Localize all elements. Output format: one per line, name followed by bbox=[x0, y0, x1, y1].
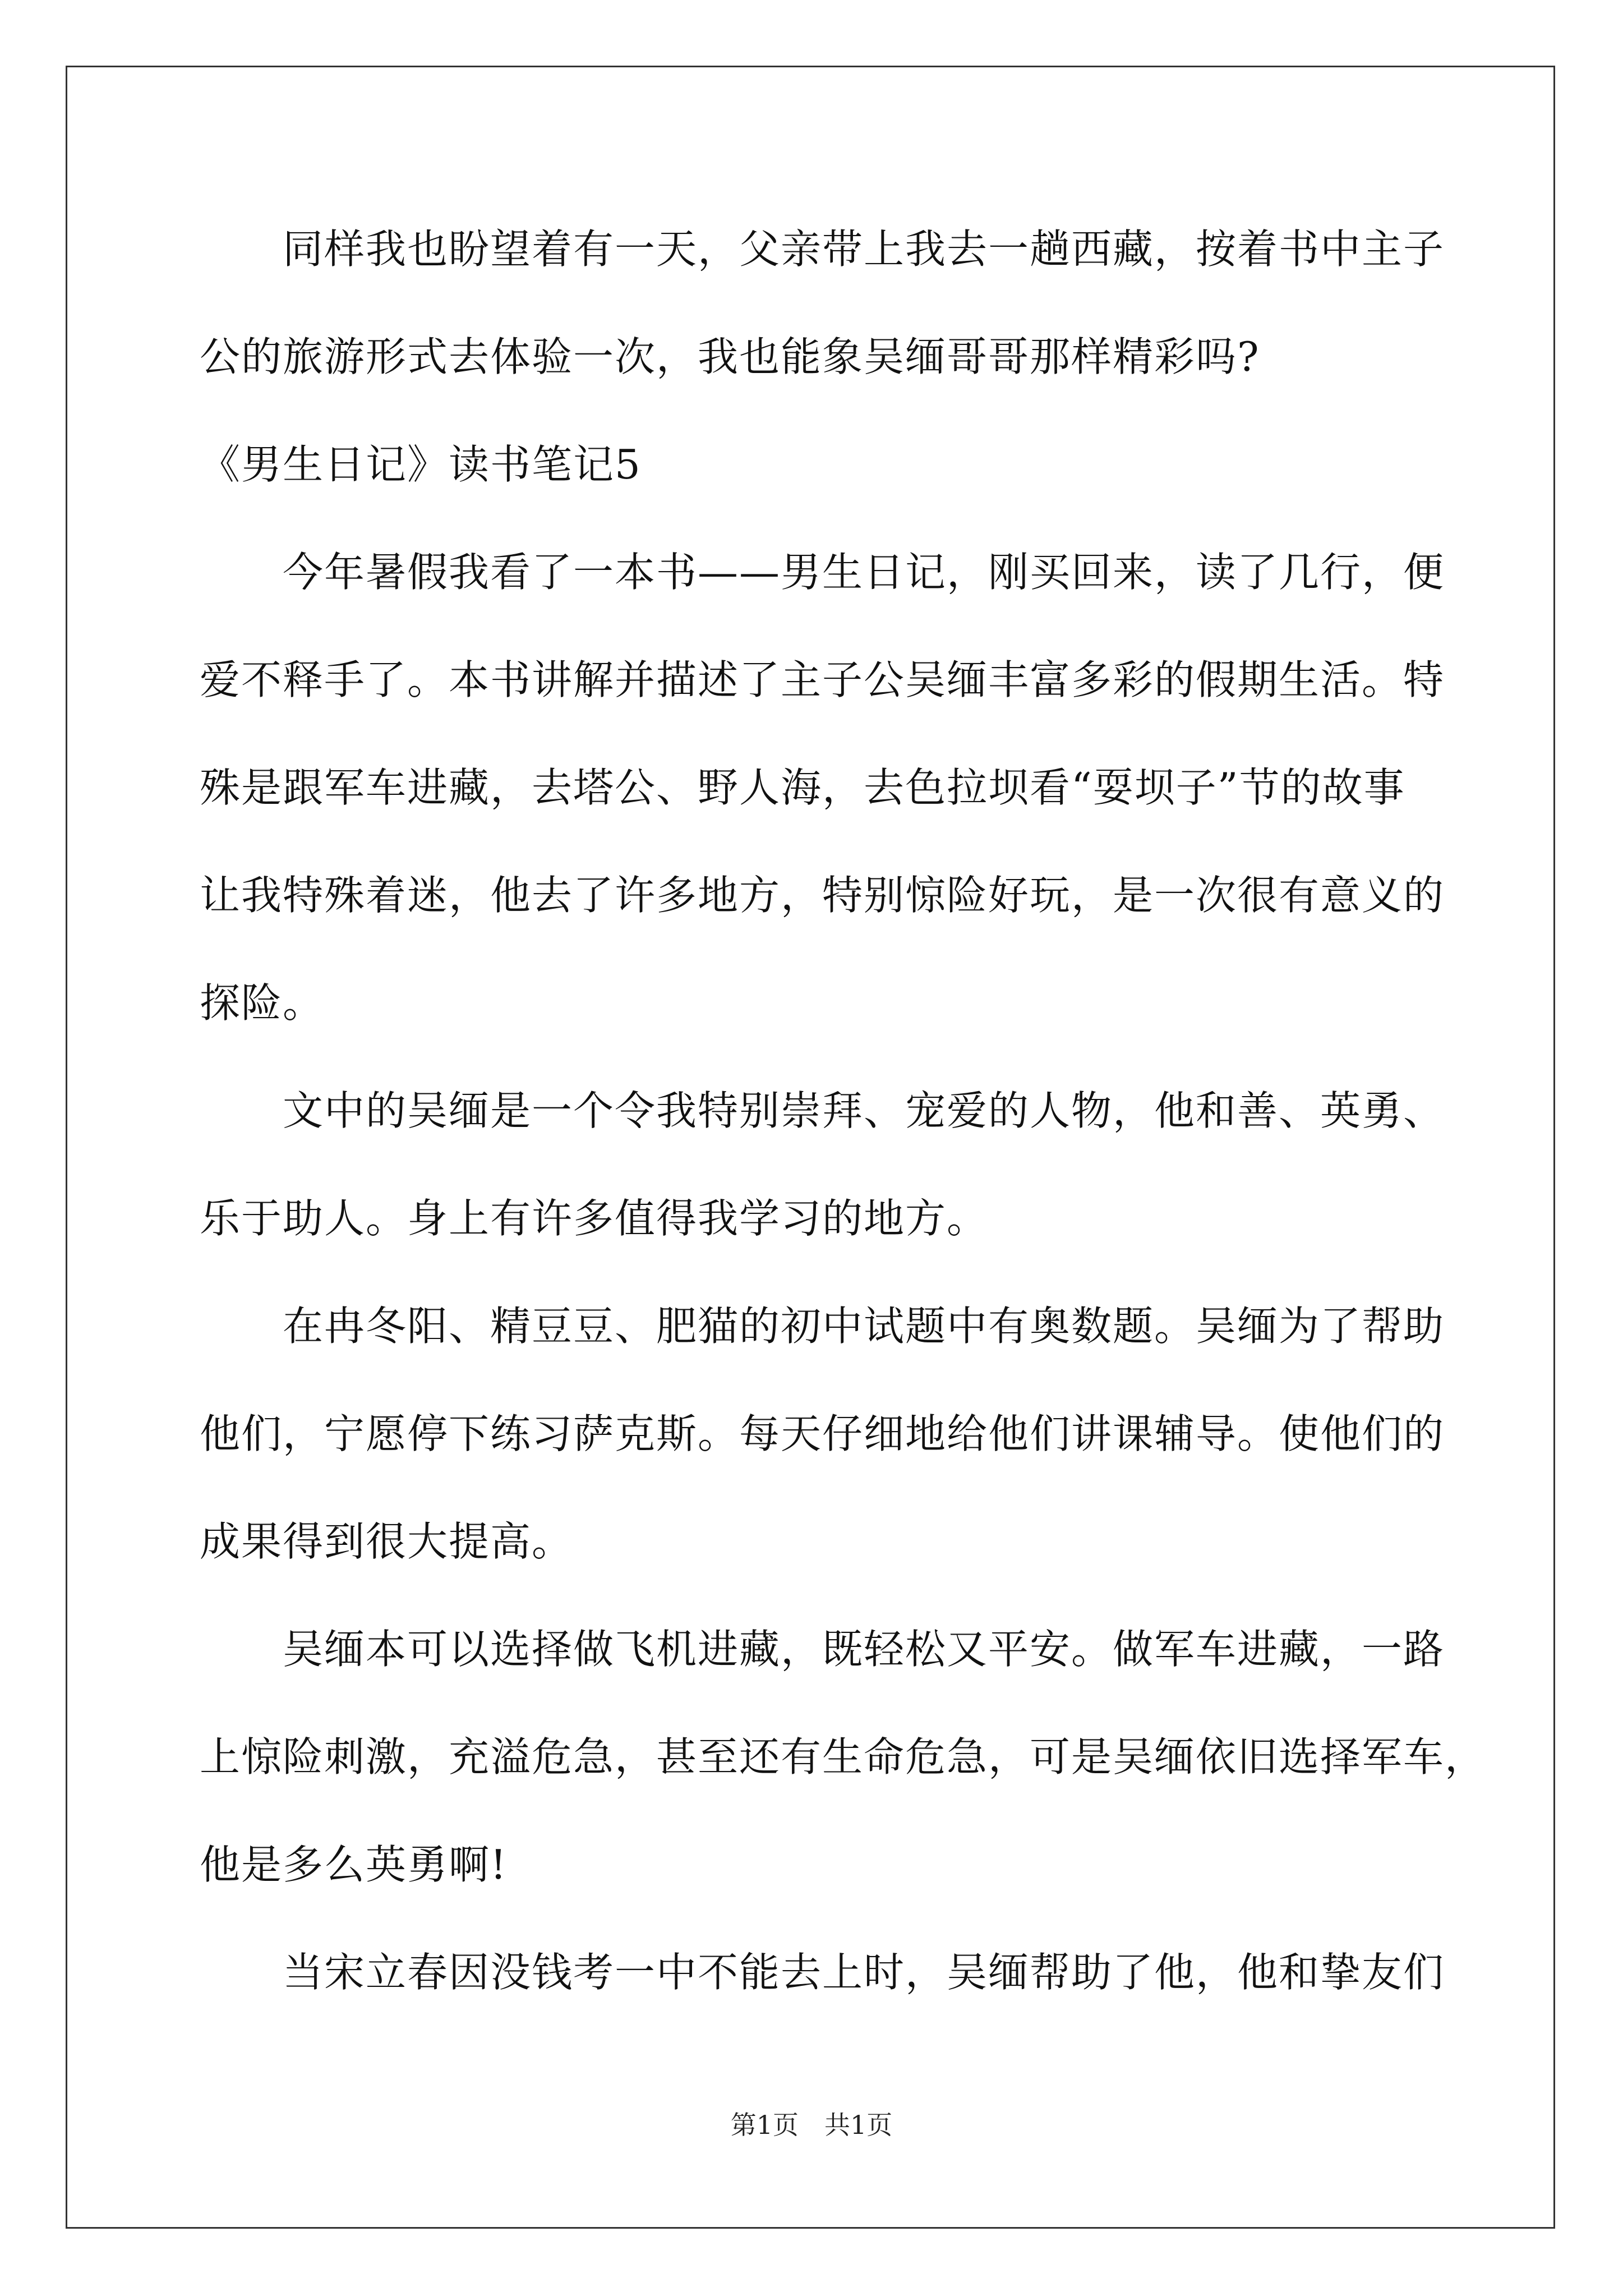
text-line: 上惊险刺激，充溢危急，甚至还有生命危急，可是吴缅依旧选择军车， bbox=[200, 1733, 1487, 1780]
text-line: 他们，宁愿停下练习萨克斯。每天仔细地给他们讲课辅导。使他们的 bbox=[200, 1410, 1445, 1457]
text-line: 今年暑假我看了一本书——男生日记，刚买回来，读了几行，便 bbox=[200, 549, 1445, 596]
text-line: 在冉冬阳、精豆豆、肥猫的初中试题中有奥数题。吴缅为了帮助 bbox=[200, 1303, 1445, 1350]
text-line: 殊是跟军车进藏，去塔公、野人海，去色拉坝看“耍坝子”节的故事 bbox=[200, 764, 1405, 811]
section-heading: 《男生日记》读书笔记5 bbox=[200, 441, 642, 488]
text-line: 爱不释手了。本书讲解并描述了主子公吴缅丰富多彩的假期生活。特 bbox=[200, 656, 1445, 703]
text-line: 文中的吴缅是一个令我特别崇拜、宠爱的人物，他和善、英勇、 bbox=[200, 1087, 1445, 1134]
text-line: 他是多么英勇啊! bbox=[200, 1841, 508, 1888]
text-line: 乐于助人。身上有许多值得我学习的地方。 bbox=[200, 1195, 989, 1242]
text-line: 公的旅游形式去体验一次，我也能象吴缅哥哥那样精彩吗? bbox=[200, 333, 1260, 380]
document-body bbox=[200, 195, 1487, 2026]
page-number-footer: 第1页 共1页 bbox=[730, 2110, 893, 2140]
text-line: 同样我也盼望着有一天，父亲带上我去一趟西藏，按着书中主子 bbox=[200, 226, 1445, 273]
text-line: 探险。 bbox=[200, 979, 325, 1027]
text-line: 当宋立春因没钱考一中不能去上时，吴缅帮助了他，他和挚友们 bbox=[200, 1949, 1445, 1996]
text-line: 让我特殊着迷，他去了许多地方，特别惊险好玩，是一次很有意义的 bbox=[200, 872, 1445, 919]
text-line: 吴缅本可以选择做飞机进藏，既轻松又平安。做军车进藏，一路 bbox=[200, 1626, 1445, 1673]
text-line: 成果得到很大提高。 bbox=[200, 1518, 574, 1565]
